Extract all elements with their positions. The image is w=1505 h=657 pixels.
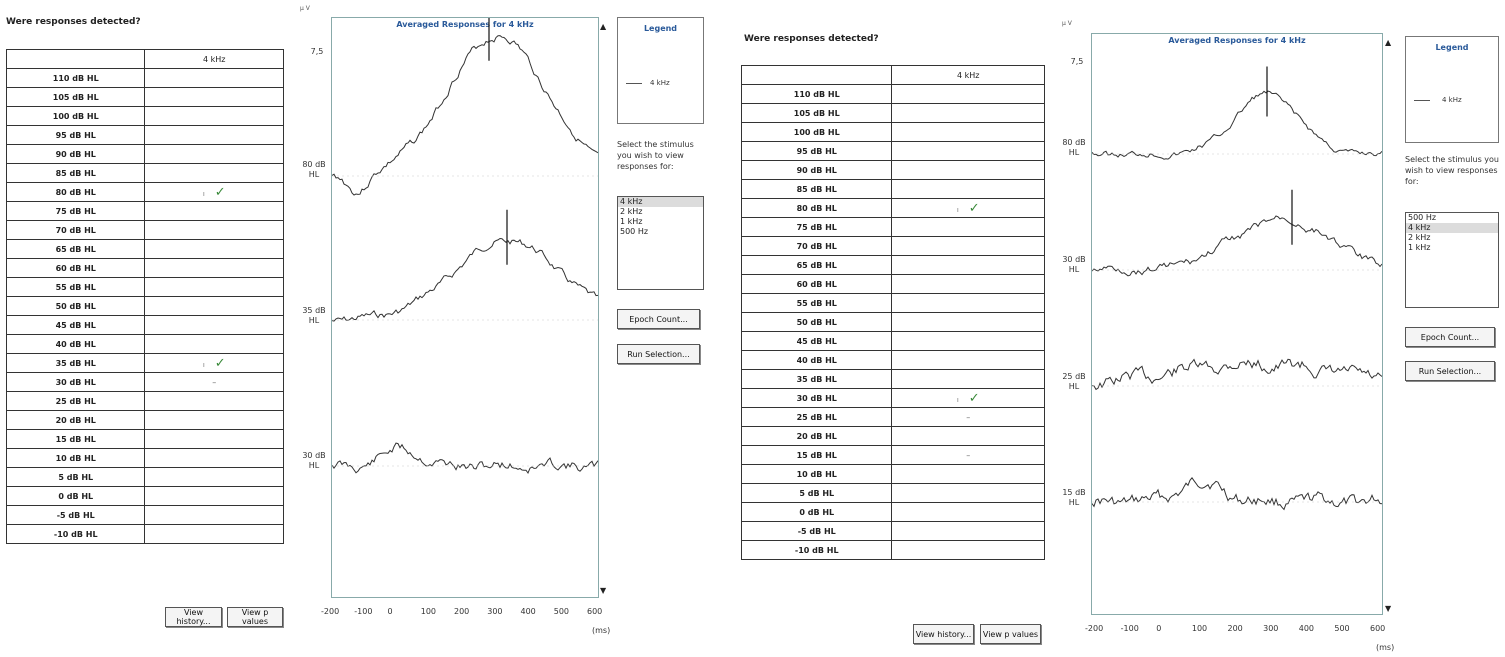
table-row[interactable] (7, 183, 284, 202)
stimulus-instruction: Select the stimulus you wish to view responses for: (617, 140, 694, 171)
response-cell[interactable] (892, 142, 1045, 161)
level-cell: 95 dB HL (7, 126, 145, 145)
legend-label: 4 kHz (1442, 96, 1462, 104)
table-row[interactable] (7, 202, 284, 221)
level-cell: 110 dB HL (7, 69, 145, 88)
response-cell[interactable] (145, 430, 284, 449)
averaged-responses-plot (1091, 33, 1383, 615)
response-cell[interactable] (145, 373, 284, 392)
x-tick-label: -100 (1120, 624, 1139, 633)
epoch-count-button[interactable]: Epoch Count... (617, 309, 700, 329)
level-cell: 0 dB HL (742, 503, 892, 522)
x-axis-unit: (ms) (592, 626, 611, 635)
table-row[interactable] (7, 145, 284, 164)
table-row[interactable] (7, 487, 284, 506)
left-panel (0, 0, 740, 657)
level-cell: 30 dB HL (742, 389, 892, 408)
response-trace (1092, 478, 1382, 510)
table-row[interactable] (742, 427, 1045, 446)
x-tick-label: 500 (1334, 624, 1350, 633)
level-cell: 80 dB HL (742, 199, 892, 218)
level-cell: 80 dB HL (7, 183, 145, 202)
view-p-values-button[interactable]: View p values (980, 624, 1041, 644)
table-row[interactable] (7, 126, 284, 145)
response-cell[interactable] (892, 351, 1045, 370)
x-tick-label: 400 (520, 607, 536, 616)
response-cell[interactable] (145, 221, 284, 240)
x-axis-unit: (ms) (1376, 643, 1395, 652)
responses-question: Were responses detected? (744, 34, 879, 44)
level-cell: 40 dB HL (742, 351, 892, 370)
response-cell[interactable] (892, 294, 1045, 313)
trace-label-80db: 80 dB HL (1062, 138, 1086, 157)
trace-label-25db: 25 dB HL (1062, 372, 1086, 391)
response-trace (1092, 359, 1382, 389)
level-cell: 45 dB HL (742, 332, 892, 351)
response-cell[interactable] (892, 332, 1045, 351)
table-row[interactable] (7, 240, 284, 259)
table-row[interactable] (7, 316, 284, 335)
table-row[interactable] (742, 351, 1045, 370)
level-cell: 85 dB HL (7, 164, 145, 183)
level-cell: 90 dB HL (742, 161, 892, 180)
x-tick-label: -100 (354, 607, 373, 616)
response-cell[interactable] (145, 449, 284, 468)
plot-traces (1092, 34, 1382, 614)
table-row[interactable] (7, 506, 284, 525)
table-header-empty (7, 50, 145, 69)
level-cell: 15 dB HL (7, 430, 145, 449)
table-row[interactable] (7, 88, 284, 107)
legend-line-icon (1414, 100, 1430, 101)
level-cell: 65 dB HL (7, 240, 145, 259)
legend-box (617, 17, 704, 124)
view-history-button[interactable]: View history... (913, 624, 974, 644)
trace-label-30db: 30 dB HL (1062, 255, 1086, 274)
x-tick-label: 0 (1156, 624, 1162, 633)
response-cell[interactable] (892, 123, 1045, 142)
stimulus-listbox[interactable] (1405, 212, 1499, 308)
response-cell[interactable] (145, 88, 284, 107)
plot-title: Averaged Responses for 4 kHz (1168, 36, 1306, 45)
response-cell[interactable] (892, 256, 1045, 275)
x-tick-label: 500 (553, 607, 570, 616)
legend-title: Legend (643, 24, 678, 33)
level-cell: 35 dB HL (7, 354, 145, 373)
response-mark: ✓ (968, 200, 980, 216)
level-cell: -10 dB HL (7, 525, 145, 544)
table-row[interactable] (742, 541, 1045, 560)
stimulus-option[interactable]: 4 kHz (1406, 223, 1498, 233)
table-row[interactable] (7, 221, 284, 240)
level-cell: 55 dB HL (742, 294, 892, 313)
level-cell: 20 dB HL (742, 427, 892, 446)
x-tick-label: 400 (1298, 624, 1315, 633)
plot-scroll-down-button[interactable]: ▼ (1385, 604, 1392, 613)
plot-scroll-up-button[interactable]: ▲ (1385, 38, 1392, 47)
x-tick-label: -200 (1085, 624, 1104, 633)
trace-label-35db: 35 dB HL (302, 306, 326, 325)
x-tick-label: 300 (487, 607, 503, 616)
legend-line-icon (626, 83, 642, 84)
table-row[interactable] (7, 449, 284, 468)
table-row[interactable] (742, 408, 1045, 427)
table-header-frequency: 4 kHz (145, 50, 284, 69)
table-row[interactable] (7, 259, 284, 278)
y-unit-label: µ V (300, 5, 310, 12)
epoch-count-button[interactable]: Epoch Count... (1405, 327, 1495, 347)
run-selection-button[interactable]: Run Selection... (617, 344, 700, 364)
level-cell: 70 dB HL (7, 221, 145, 240)
table-row[interactable] (742, 465, 1045, 484)
response-mark: – (966, 412, 971, 422)
response-cell[interactable] (892, 161, 1045, 180)
level-cell: 60 dB HL (742, 275, 892, 294)
response-cell[interactable] (145, 126, 284, 145)
stimulus-option[interactable]: 500 Hz (620, 227, 649, 236)
level-cell: 100 dB HL (742, 123, 892, 142)
trace-label-15db: 15 dB HL (1062, 488, 1086, 507)
x-tick-label: 200 (1227, 624, 1243, 633)
stimulus-option[interactable]: 500 Hz (1408, 213, 1437, 222)
table-row[interactable] (742, 389, 1045, 408)
response-cell[interactable] (892, 522, 1045, 541)
legend-title: Legend (1435, 43, 1469, 52)
stimulus-listbox[interactable] (617, 196, 704, 290)
x-tick-label: 200 (454, 607, 470, 616)
response-table (741, 65, 1045, 560)
level-cell: 50 dB HL (7, 297, 145, 316)
response-trace (332, 36, 598, 195)
response-cell[interactable] (145, 259, 284, 278)
table-row[interactable] (742, 142, 1045, 161)
response-mark: ✓ (968, 390, 980, 406)
response-mark: ✓ (214, 184, 226, 200)
trace-label-80db: 80 dB HL (302, 160, 326, 179)
table-row[interactable] (7, 411, 284, 430)
response-cell[interactable] (892, 541, 1045, 560)
right-panel (740, 0, 1505, 657)
table-row[interactable] (7, 468, 284, 487)
response-cell[interactable] (145, 468, 284, 487)
response-cell[interactable]: ı ✓ (145, 354, 284, 373)
response-cell[interactable] (145, 202, 284, 221)
level-cell: 105 dB HL (742, 104, 892, 123)
response-cell[interactable] (145, 487, 284, 506)
x-tick-label: 100 (1191, 624, 1208, 633)
table-row[interactable] (742, 123, 1045, 142)
level-cell: 30 dB HL (7, 373, 145, 392)
stimulus-option[interactable]: 2 kHz (1408, 233, 1431, 242)
plot-scroll-down-button[interactable]: ▼ (600, 586, 607, 595)
table-row[interactable] (7, 335, 284, 354)
response-cell[interactable] (892, 85, 1045, 104)
table-header-frequency: 4 kHz (892, 66, 1045, 85)
level-cell: 35 dB HL (742, 370, 892, 389)
y-unit-label: µ V (1062, 20, 1072, 27)
level-cell: 15 dB HL (742, 446, 892, 465)
response-cell[interactable] (892, 503, 1045, 522)
response-cell[interactable] (892, 427, 1045, 446)
response-cell[interactable]: ı ✓ (145, 183, 284, 202)
level-cell: 110 dB HL (742, 85, 892, 104)
level-cell: 50 dB HL (742, 313, 892, 332)
response-cell[interactable] (892, 237, 1045, 256)
x-tick-label: 0 (387, 607, 393, 616)
response-cell[interactable] (145, 506, 284, 525)
response-cell[interactable] (892, 313, 1045, 332)
response-mark: – (966, 450, 971, 460)
level-cell: 10 dB HL (7, 449, 145, 468)
response-cell[interactable] (892, 408, 1045, 427)
table-row[interactable] (742, 294, 1045, 313)
level-cell: 25 dB HL (742, 408, 892, 427)
table-row[interactable] (742, 522, 1045, 541)
y-scale-label: 7,5 (310, 47, 324, 56)
response-cell[interactable] (145, 240, 284, 259)
table-row[interactable] (7, 164, 284, 183)
level-cell: 90 dB HL (7, 145, 145, 164)
response-cell[interactable] (145, 316, 284, 335)
table-row[interactable] (7, 392, 284, 411)
stimulus-option[interactable]: 4 kHz (618, 197, 703, 207)
table-header-empty (742, 66, 892, 85)
response-cell[interactable] (145, 525, 284, 544)
table-row[interactable] (742, 370, 1045, 389)
response-cell[interactable]: ı ✓ (892, 389, 1045, 408)
response-cell[interactable] (145, 278, 284, 297)
response-cell[interactable] (145, 297, 284, 316)
level-cell: -5 dB HL (742, 522, 892, 541)
plot-title: Averaged Responses for 4 kHz (396, 20, 534, 29)
level-cell: 70 dB HL (742, 237, 892, 256)
response-cell[interactable] (892, 446, 1045, 465)
stimulus-option[interactable]: 2 kHz (620, 207, 643, 216)
table-row[interactable] (7, 354, 284, 373)
level-cell: 100 dB HL (7, 107, 145, 126)
table-row[interactable] (742, 199, 1045, 218)
responses-question: Were responses detected? (6, 17, 141, 27)
plot-traces (332, 18, 598, 597)
response-cell[interactable] (145, 69, 284, 88)
response-mark: – (212, 377, 217, 387)
table-row[interactable] (742, 85, 1045, 104)
level-cell: 40 dB HL (7, 335, 145, 354)
stimulus-option[interactable]: 1 kHz (620, 217, 643, 226)
level-cell: 20 dB HL (7, 411, 145, 430)
response-trace (332, 239, 598, 322)
level-cell: -10 dB HL (742, 541, 892, 560)
stimulus-option[interactable]: 1 kHz (1408, 243, 1431, 252)
response-cell[interactable] (892, 218, 1045, 237)
table-row[interactable] (742, 180, 1045, 199)
response-cell[interactable] (145, 392, 284, 411)
level-cell: 95 dB HL (742, 142, 892, 161)
response-cell[interactable] (892, 484, 1045, 503)
table-row[interactable] (7, 373, 284, 392)
level-cell: -5 dB HL (7, 506, 145, 525)
x-tick-label: -200 (321, 607, 340, 616)
response-cell[interactable] (892, 275, 1045, 294)
legend-box (1405, 36, 1499, 143)
response-trace (332, 443, 598, 473)
response-cell[interactable] (145, 411, 284, 430)
response-cell[interactable] (145, 164, 284, 183)
table-row[interactable] (742, 275, 1045, 294)
table-row[interactable] (742, 104, 1045, 123)
view-history-button[interactable]: View history... (165, 607, 222, 627)
x-tick-label: 600 (1370, 624, 1386, 633)
table-row[interactable] (742, 256, 1045, 275)
table-row[interactable] (742, 503, 1045, 522)
response-cell[interactable] (892, 465, 1045, 484)
response-mark: ✓ (214, 355, 226, 371)
response-cell[interactable]: ı ✓ (892, 199, 1045, 218)
plot-scroll-up-button[interactable]: ▲ (600, 22, 607, 31)
level-cell: 65 dB HL (742, 256, 892, 275)
level-cell: 45 dB HL (7, 316, 145, 335)
table-row[interactable] (742, 313, 1045, 332)
table-row[interactable] (7, 278, 284, 297)
response-cell[interactable] (892, 370, 1045, 389)
level-cell: 5 dB HL (7, 468, 145, 487)
table-row[interactable] (7, 525, 284, 544)
table-row[interactable] (7, 430, 284, 449)
level-cell: 105 dB HL (7, 88, 145, 107)
response-cell[interactable] (892, 104, 1045, 123)
averaged-responses-plot (331, 17, 599, 598)
view-p-values-button[interactable]: View p values (227, 607, 283, 627)
table-row[interactable] (742, 237, 1045, 256)
table-row[interactable] (7, 69, 284, 88)
level-cell: 85 dB HL (742, 180, 892, 199)
stimulus-instruction: Select the stimulus you wish to view responses for: (1405, 155, 1499, 186)
level-cell: 55 dB HL (7, 278, 145, 297)
legend-label: 4 kHz (650, 79, 670, 87)
response-cell[interactable] (892, 180, 1045, 199)
level-cell: 5 dB HL (742, 484, 892, 503)
x-tick-label: 600 (587, 607, 603, 616)
x-tick-label: 100 (420, 607, 437, 616)
response-cell[interactable] (145, 107, 284, 126)
response-trace (1092, 91, 1382, 159)
table-row[interactable] (742, 218, 1045, 237)
level-cell: 0 dB HL (7, 487, 145, 506)
response-cell[interactable] (145, 145, 284, 164)
level-cell: 10 dB HL (742, 465, 892, 484)
level-cell: 75 dB HL (742, 218, 892, 237)
response-trace (1092, 216, 1382, 276)
level-cell: 25 dB HL (7, 392, 145, 411)
table-row[interactable] (742, 446, 1045, 465)
table-row[interactable] (7, 107, 284, 126)
level-cell: 60 dB HL (7, 259, 145, 278)
response-cell[interactable] (145, 335, 284, 354)
trace-label-30db: 30 dB HL (302, 451, 326, 470)
table-row[interactable] (742, 332, 1045, 351)
run-selection-button[interactable]: Run Selection... (1405, 361, 1495, 381)
table-row[interactable] (742, 161, 1045, 180)
level-cell: 75 dB HL (7, 202, 145, 221)
response-table (6, 49, 284, 544)
table-row[interactable] (7, 297, 284, 316)
table-row[interactable] (742, 484, 1045, 503)
x-tick-label: 300 (1263, 624, 1279, 633)
y-scale-label: 7,5 (1070, 57, 1084, 66)
